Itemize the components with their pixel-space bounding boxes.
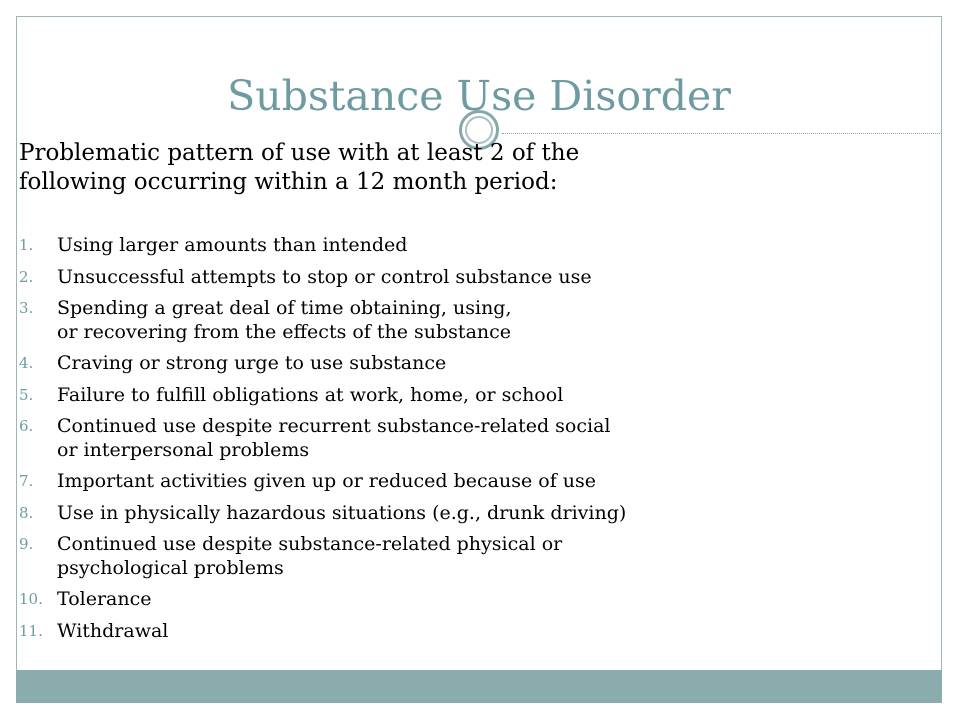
criteria-number: 7.: [19, 472, 34, 490]
criteria-number: 6.: [19, 417, 34, 435]
intro-line: following occurring within a 12 month period:: [19, 169, 558, 195]
criteria-text: Failure to fulfill obligations at work, home, or school: [57, 384, 564, 406]
criteria-item: [19, 500, 919, 526]
criteria-item: [19, 586, 919, 612]
criteria-text: Tolerance: [57, 588, 152, 610]
criteria-number: 2.: [19, 268, 34, 286]
criteria-number: 10.: [19, 590, 43, 608]
criteria-text: Craving or strong urge to use substance: [57, 352, 447, 374]
title-divider: [502, 133, 940, 134]
criteria-item: [19, 232, 919, 258]
criteria-list: [19, 232, 919, 650]
criteria-text: or interpersonal problems: [57, 439, 310, 461]
criteria-item: [19, 468, 919, 494]
criteria-text: or recovering from the effects of the substance: [57, 321, 512, 343]
criteria-text: Continued use despite substance-related physical or: [57, 533, 563, 555]
criteria-text: Using larger amounts than intended: [57, 234, 408, 256]
criteria-number: 9.: [19, 535, 34, 553]
intro-text: [19, 139, 719, 197]
criteria-number: 5.: [19, 386, 34, 404]
bottom-accent-band: [16, 670, 942, 703]
criteria-number: 1.: [19, 236, 34, 254]
criteria-text: Spending a great deal of time obtaining, using,: [57, 297, 512, 319]
intro-line: Problematic pattern of use with at least 2 of the: [19, 140, 580, 166]
criteria-item: [19, 382, 919, 408]
criteria-text: Continued use despite recurrent substance-related social: [57, 415, 611, 437]
criteria-text: psychological problems: [57, 557, 284, 579]
criteria-text: Unsuccessful attempts to stop or control substance use: [57, 266, 592, 288]
criteria-text: Use in physically hazardous situations (e.g., drunk driving): [57, 502, 627, 524]
criteria-item: [19, 618, 919, 644]
criteria-number: 8.: [19, 504, 34, 522]
slide-title: Substance Use Disorder: [227, 72, 731, 120]
criteria-text: Withdrawal: [57, 620, 169, 642]
criteria-item: [19, 350, 919, 376]
criteria-number: 4.: [19, 354, 34, 372]
criteria-item: [19, 414, 919, 462]
criteria-text: Important activities given up or reduced because of use: [57, 470, 597, 492]
criteria-item: [19, 264, 919, 290]
criteria-number: 3.: [19, 299, 34, 317]
criteria-item: [19, 532, 919, 580]
criteria-number: 11.: [19, 622, 43, 640]
criteria-item: [19, 296, 919, 344]
